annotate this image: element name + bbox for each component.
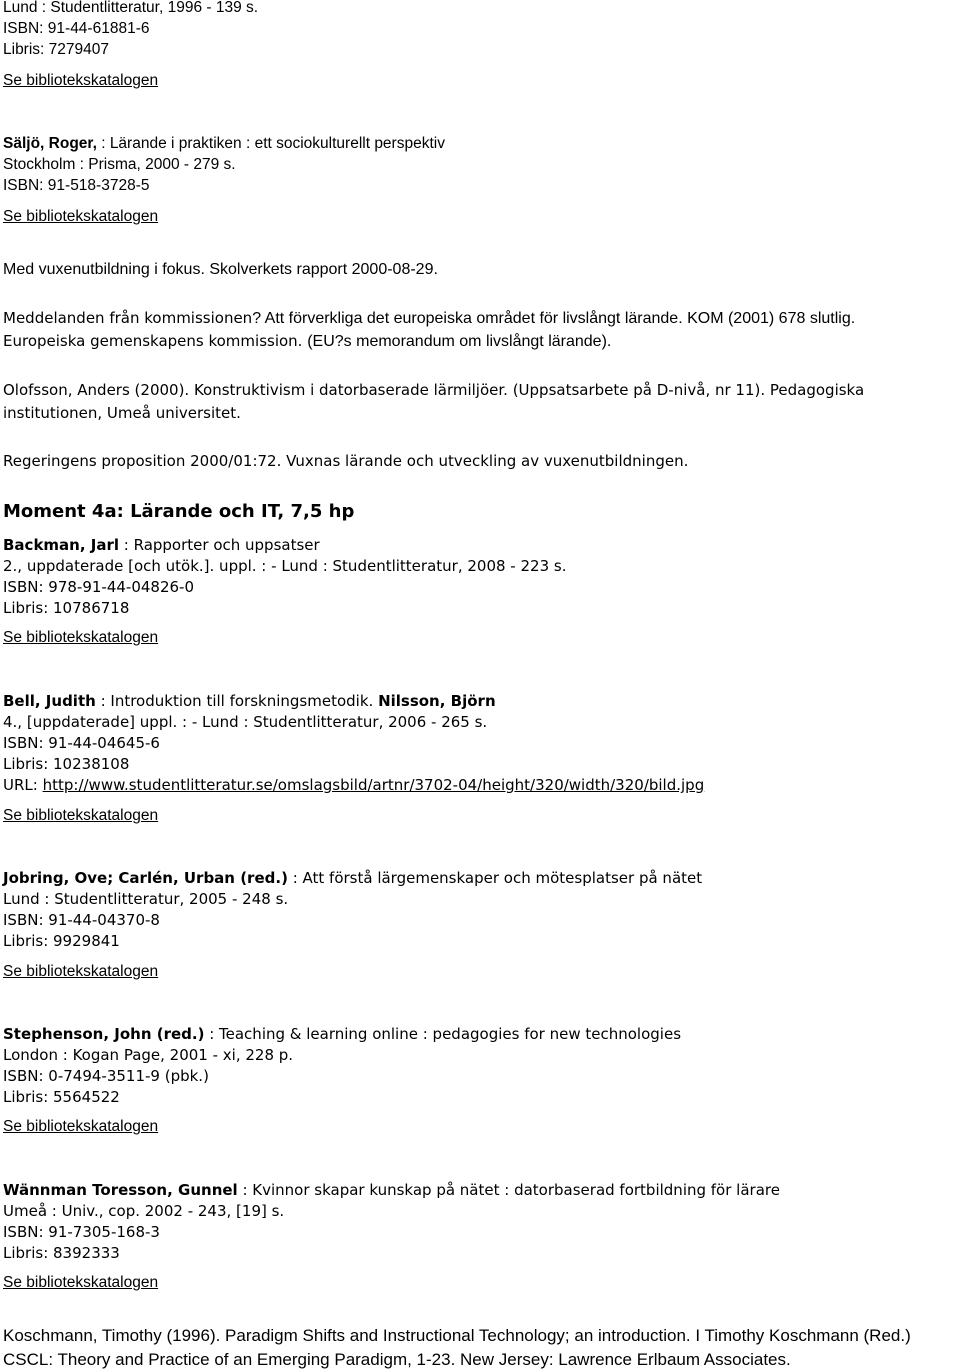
bell-url-link[interactable]: http://www.studentlitteratur.se/omslagsbild/artnr/3702-04/height/320/width/320/bild.jpg — [42, 776, 705, 794]
ref-olofsson-line1: Olofsson, Anders (2000). Konstruktivism i datorbaserade lärmiljöer. (Uppsatsarbete på D-nivå, nr 11). Pedagogiska — [3, 381, 865, 399]
ref-vuxenutbildning: Med vuxenutbildning i fokus. Skolverkets rapport 2000-08-29. — [3, 261, 438, 278]
catalog-link[interactable]: Se bibliotekskatalogen — [3, 72, 159, 89]
jobring-libris: Libris: 9929841 — [3, 932, 120, 950]
catalog-link[interactable]: Se bibliotekskatalogen — [3, 1274, 159, 1291]
bell-url-line — [3, 775, 704, 795]
top-isbn: ISBN: 91-44-61881-6 — [3, 20, 150, 37]
bell-url-label: URL: — [3, 776, 43, 794]
top-libris: Libris: 7279407 — [3, 41, 109, 58]
stephenson-publisher: London : Kogan Page, 2001 - xi, 228 p. — [3, 1046, 294, 1064]
stephenson-author: Stephenson, John (red.) — [3, 1025, 205, 1043]
ref-regeringen: Regeringens proposition 2000/01:72. Vuxnas lärande och utveckling av vuxenutbildningen. — [3, 452, 689, 470]
jobring-entry — [3, 868, 702, 888]
jobring-isbn: ISBN: 91-44-04370-8 — [3, 911, 160, 929]
wannman-title: : Kvinnor skapar kunskap på nätet : datorbaserad fortbildning för lärare — [237, 1181, 780, 1199]
stephenson-title: : Teaching & learning online : pedagogies for new technologies — [204, 1025, 682, 1043]
stephenson-isbn: ISBN: 0-7494-3511-9 (pbk.) — [3, 1067, 209, 1085]
backman-entry — [3, 535, 320, 555]
bell-libris: Libris: 10238108 — [3, 755, 130, 773]
wannman-libris: Libris: 8392333 — [3, 1244, 120, 1262]
ref-kom-part4: (EU?s memorandum om livslångt lärande). — [307, 333, 612, 350]
bell-entry — [3, 691, 496, 711]
ref-kommission-line1 — [3, 308, 855, 329]
wannman-isbn: ISBN: 91-7305-168-3 — [3, 1223, 160, 1241]
bell-author: Bell, Judith — [3, 692, 96, 710]
bell-coauthor: Nilsson, Björn — [378, 692, 496, 710]
stephenson-libris: Libris: 5564522 — [3, 1088, 120, 1106]
saljo-publisher: Stockholm : Prisma, 2000 - 279 s. — [3, 156, 236, 173]
catalog-link[interactable]: Se bibliotekskatalogen — [3, 629, 159, 646]
section-heading: Moment 4a: Lärande och IT, 7,5 hp — [3, 501, 355, 522]
catalog-link[interactable]: Se bibliotekskatalogen — [3, 208, 159, 225]
bell-isbn: ISBN: 91-44-04645-6 — [3, 734, 160, 752]
top-publisher: Lund : Studentlitteratur, 1996 - 139 s. — [3, 0, 259, 16]
bell-title: : Introduktion till forskningsmetodik. — [95, 692, 379, 710]
jobring-publisher: Lund : Studentlitteratur, 2005 - 248 s. — [3, 890, 289, 908]
saljo-title: : Lärande i praktiken : ett sociokulturellt perspektiv — [101, 135, 445, 152]
wannman-publisher: Umeå : Univ., cop. 2002 - 243, [19] s. — [3, 1202, 285, 1220]
saljo-entry — [3, 134, 445, 154]
ref-koschmann-line1: Koschmann, Timothy (1996). Paradigm Shifts and Instructional Technology; an introduction. I Timothy Koschmann (Red.) — [3, 1326, 911, 1345]
backman-author: Backman, Jarl — [3, 536, 120, 554]
wannman-author: Wännman Toresson, Gunnel — [3, 1181, 238, 1199]
catalog-link[interactable]: Se bibliotekskatalogen — [3, 1118, 159, 1135]
ref-kom-part3: Europeiska gemenskapens kommission. — [3, 332, 308, 350]
ref-kommission-line2 — [3, 331, 611, 352]
jobring-title: : Att förstå lärgemenskaper och mötesplatser på nätet — [287, 869, 703, 887]
stephenson-entry — [3, 1024, 681, 1044]
ref-kom-part1: Meddelanden från kommissionen — [3, 309, 253, 327]
backman-isbn: ISBN: 978-91-44-04826-0 — [3, 578, 194, 596]
saljo-isbn: ISBN: 91-518-3728-5 — [3, 177, 150, 194]
ref-kom-part2: ? Att förverkliga det europeiska området för livslångt lärande. KOM (2001) 678 slutlig. — [252, 310, 856, 327]
ref-olofsson-line2: institutionen, Umeå universitet. — [3, 404, 241, 422]
backman-title: : Rapporter och uppsatser — [119, 536, 320, 554]
backman-libris: Libris: 10786718 — [3, 599, 130, 617]
jobring-author: Jobring, Ove; Carlén, Urban (red.) — [3, 869, 288, 887]
catalog-link[interactable]: Se bibliotekskatalogen — [3, 963, 159, 980]
backman-edition: 2., uppdaterade [och utök.]. uppl. : - Lund : Studentlitteratur, 2008 - 223 s. — [3, 557, 567, 575]
wannman-entry — [3, 1180, 780, 1200]
ref-koschmann-line2: CSCL: Theory and Practice of an Emerging Paradigm, 1-23. New Jersey: Lawrence Erlbaum Associates. — [3, 1350, 791, 1369]
catalog-link[interactable]: Se bibliotekskatalogen — [3, 807, 159, 824]
saljo-author: Säljö, Roger, — [3, 135, 97, 152]
bell-edition: 4., [uppdaterade] uppl. : - Lund : Studentlitteratur, 2006 - 265 s. — [3, 713, 488, 731]
